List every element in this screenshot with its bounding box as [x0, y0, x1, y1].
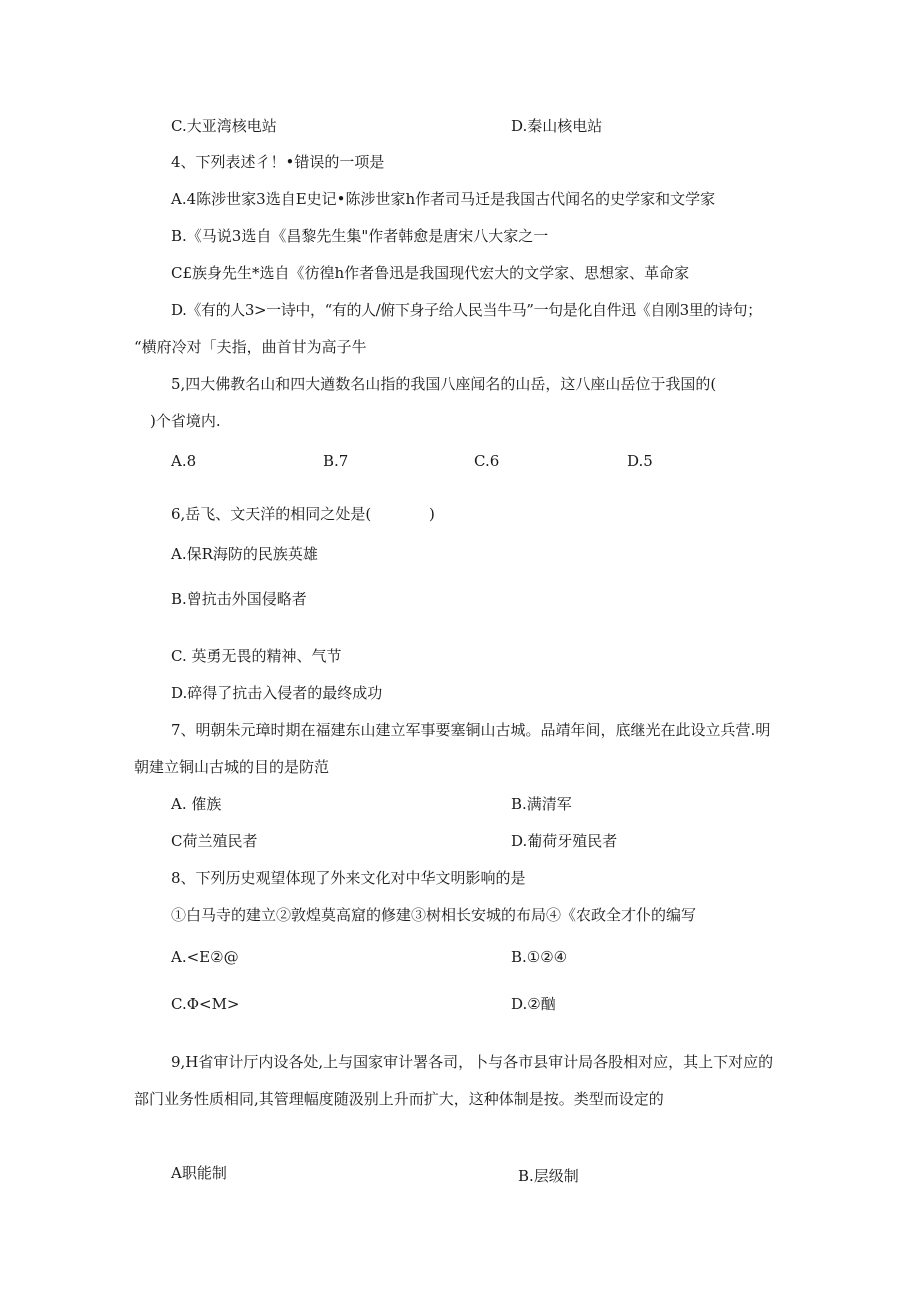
- q7-stem: 7、明朝朱元璋时期在福建东山建立军事要塞铜山古城。品靖年间，底继光在此设立兵营.明: [171, 721, 771, 739]
- q4-option-a: A.4陈涉世家3选自E史记•陈涉世家h作者司马迁是我国古代闻名的史学家和文学家: [171, 190, 716, 208]
- q6-stem: 6,岳飞、文天洋的相同之处是(: [171, 505, 372, 523]
- q5-stem-continued: )个省境内.: [150, 412, 221, 430]
- q9-option-a: A职能制: [171, 1164, 227, 1182]
- q5-option-b: B.7: [323, 452, 349, 470]
- q4-option-d: D.《有的人3>一诗中，“有的人/俯下身子给人民当牛马”一句是化自件迅《自刚3里的诗句；: [171, 301, 762, 319]
- q6-option-c: C. 英勇无畏的精神、气节: [171, 647, 342, 665]
- q9-option-b: B.层级制: [518, 1167, 579, 1185]
- q6-option-a: A.保R海防的民族英雄: [171, 545, 318, 563]
- q8-option-c: C.Φ<M>: [171, 995, 240, 1013]
- q3-option-d: D.秦山核电站: [511, 117, 603, 135]
- q7-stem-continued: 朝建立铜山古城的目的是防范: [134, 758, 330, 776]
- q6-answer-paren: ): [429, 505, 435, 523]
- q4-option-b: B.《马说3选自《昌黎先生集"作者韩愈是唐宋八大家之一: [171, 227, 549, 245]
- q6-option-d: D.碎得了抗击入侵者的最终成功: [171, 684, 383, 702]
- q5-stem: 5,四大佛教名山和四大遒数名山指的我国八座闻名的山岳，这八座山岳位于我国的(: [171, 375, 717, 393]
- q7-option-c: C荷兰殖民者: [171, 832, 258, 850]
- q4-option-d-continued: “横府冷对「夫指，曲首甘为高子牛: [134, 338, 367, 356]
- q7-option-d: D.葡荷牙殖民者: [511, 832, 618, 850]
- q6-option-b: B.曾抗击外国侵略者: [171, 590, 307, 608]
- q8-option-a: A.<E②@: [171, 948, 239, 966]
- q5-option-d: D.5: [627, 452, 653, 470]
- q9-stem: 9,H省审计厅内设各处,上与国家审计署各司，卜与各市县审计局各股相对应，其上下对应的: [171, 1053, 774, 1071]
- q8-items: ①白马寺的建立②敦煌莫高窟的修建③树相长安城的布局④《农政全才仆的编写: [171, 906, 697, 924]
- q8-option-b: B.①②④: [511, 948, 568, 966]
- q9-stem-continued: 部门业务性质相同,其管理幅度随汲别上升而扩大，这种体制是按。类型而设定的: [134, 1090, 664, 1108]
- q4-stem: 4、下列表述彳！•错误的一项是: [171, 153, 385, 171]
- q3-option-c: C.大亚湾核电站: [171, 117, 277, 135]
- q7-option-a: A. 傕族: [171, 795, 222, 813]
- q5-option-a: A.8: [171, 452, 197, 470]
- q5-option-c: C.6: [474, 452, 500, 470]
- q8-option-d: D.②酗: [511, 995, 556, 1013]
- q4-option-c: C£族身先生*选自《彷徨h作者鲁迅是我国现代宏大的文学家、思想家、革命家: [171, 264, 690, 282]
- q7-option-b: B.满清军: [511, 795, 572, 813]
- q8-stem: 8、下列历史观望体现了外来文化对中华文明影响的是: [171, 869, 526, 887]
